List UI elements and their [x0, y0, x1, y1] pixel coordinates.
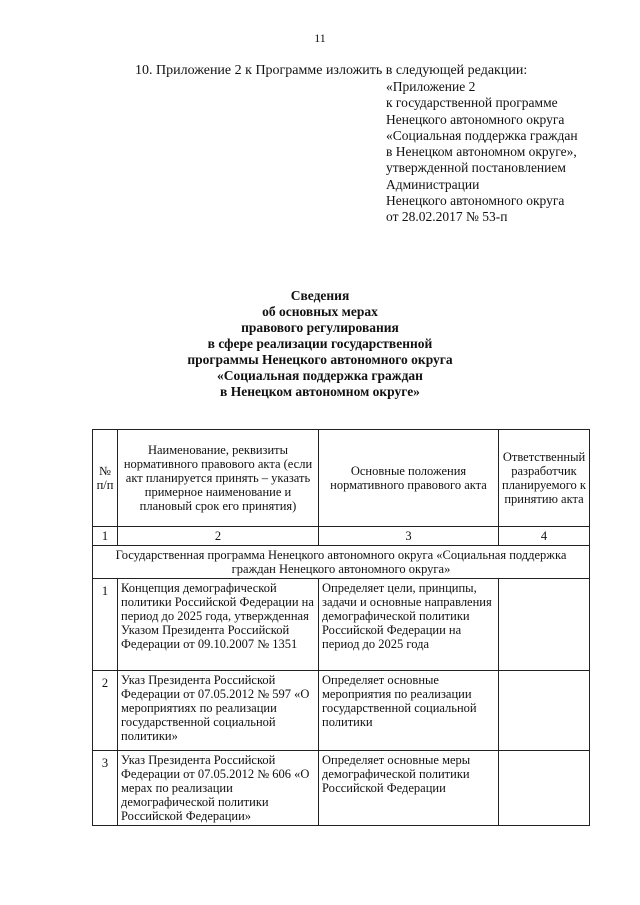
heading-line: Сведения [290, 288, 350, 303]
appendix-line: Ненецкого автономного округа [386, 193, 565, 209]
row-act: Концепция демографической политики Российской Федерации на период до 2025 года, утвержденная Указом Президента Российской Федерации от 09.10.2007 № 1351 [118, 579, 319, 671]
column-number: 3 [319, 527, 499, 546]
heading-line: в Ненецком автономном округе» [220, 384, 420, 399]
table-row [93, 751, 590, 826]
row-act: Указ Президента Российской Федерации от 07.05.2012 № 606 «О мерах по реализации демографической политики Российской Федерации» [118, 751, 319, 826]
row-developer [499, 671, 590, 751]
row-number: 3 [93, 751, 118, 826]
row-developer [499, 579, 590, 671]
section-title: Государственная программа Ненецкого автономного округа «Социальная поддержка граждан Ненецкого автономного округа» [93, 546, 590, 579]
heading-line: «Социальная поддержка граждан [217, 368, 423, 383]
row-provisions: Определяет основные меры демографической политики Российской Федерации [319, 751, 499, 826]
column-numbers-row [93, 527, 590, 546]
row-number: 2 [93, 671, 118, 751]
appendix-line: к государственной программе [386, 95, 558, 111]
heading-line: программы Ненецкого автономного округа [187, 352, 453, 367]
header-developer: Ответственный разработчик планируемого к принятию акта [499, 430, 590, 527]
amendment-instruction: 10. Приложение 2 к Программе изложить в следующей редакции: [135, 63, 528, 78]
header-provisions: Основные положения нормативного правового акта [319, 430, 499, 527]
row-provisions: Определяет основные мероприятия по реализации государственной социальной политики [319, 671, 499, 751]
section-row [93, 546, 590, 579]
table-row [93, 579, 590, 671]
appendix-line: «Приложение 2 [386, 79, 476, 94]
legal-measures-table [92, 429, 590, 826]
table-row [93, 671, 590, 751]
appendix-line: Ненецкого автономного округа [386, 111, 565, 127]
page-number: 11 [314, 31, 326, 45]
row-act: Указ Президента Российской Федерации от 07.05.2012 № 597 «О мероприятиях по реализации государственной социальной политики» [118, 671, 319, 751]
column-number: 4 [499, 527, 590, 546]
heading-line: об основных мерах [262, 304, 378, 319]
column-number: 1 [93, 527, 118, 546]
appendix-line: в Ненецком автономном округе», [386, 144, 577, 160]
row-provisions: Определяет цели, принципы, задачи и основные направления демографической политики Российской Федерации на период до 2025 года [319, 579, 499, 671]
row-developer [499, 751, 590, 826]
appendix-reference-block [386, 79, 578, 226]
appendix-line: «Социальная поддержка граждан [386, 127, 578, 143]
heading-line: в сфере реализации государственной [207, 336, 433, 351]
appendix-line: от 28.02.2017 № 53-п [386, 209, 508, 225]
appendix-line: утвержденной постановлением [386, 160, 566, 176]
header-number: № п/п [93, 430, 118, 527]
heading-line: правового регулирования [241, 320, 399, 335]
column-number: 2 [118, 527, 319, 546]
header-act-name: Наименование, реквизиты нормативного правового акта (если акт планируется принять – указать примерное наименование и плановый срок его принятия) [118, 430, 319, 527]
document-heading [0, 288, 640, 400]
row-number: 1 [93, 579, 118, 671]
appendix-line: Администрации [386, 176, 480, 192]
table-header-row [93, 430, 590, 527]
